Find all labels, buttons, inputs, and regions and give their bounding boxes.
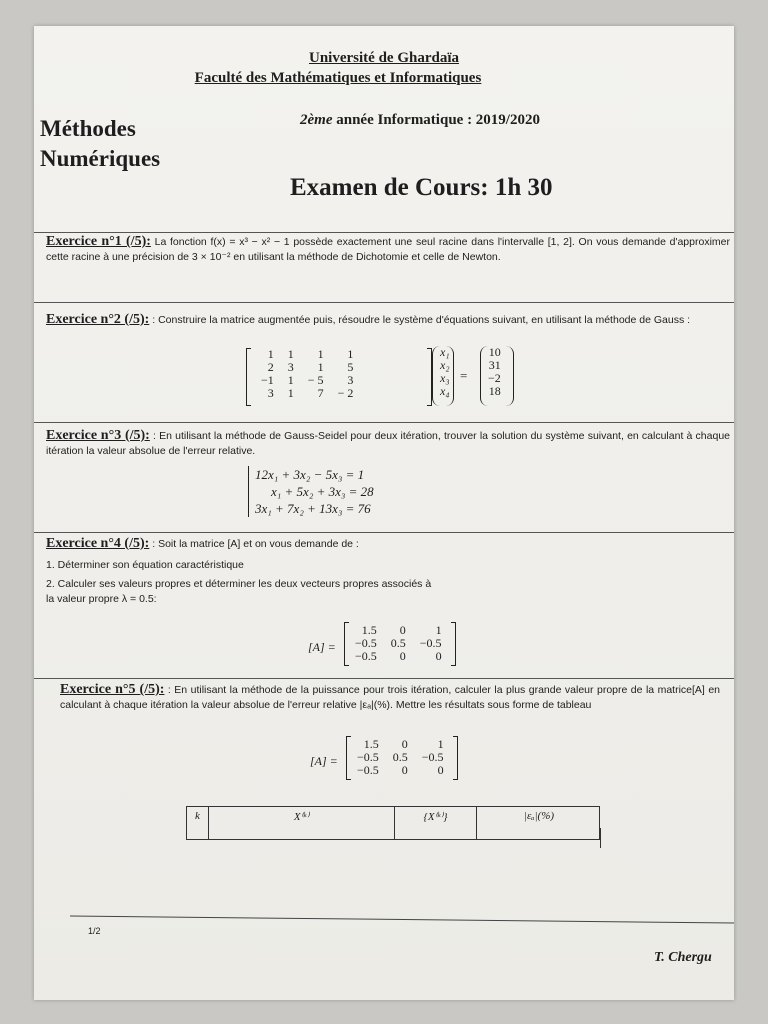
university-name: Université de Ghardaïa [309, 50, 459, 66]
exercise-3-text: : En utilisant la méthode de Gauss-Seidel pour deux itération, trouver la solution du système suivant, en calculant à chaque itération la valeur absolue de l'erreur relative. [46, 430, 731, 457]
divider [34, 422, 734, 423]
exercise-2 [46, 312, 730, 328]
exercise-2-unknowns: x₁ x₂ x₃ x₄ [432, 346, 454, 406]
exercise-3 [46, 428, 730, 459]
exercise-4-title: Exercice n°4 (/5): [46, 536, 150, 551]
exercise-2-title: Exercice n°2 (/5): [46, 312, 150, 327]
exercise-1-text: La fonction f(x) = x³ − x² − 1 possède exactement une seul racine dans l'intervalle [1, 2]. On vous demande d'approximer cette racine à une précision de 3 × 10⁻² en utilisant la méthode de Dichotomie et celle de Newton. [46, 236, 730, 263]
course-title-line2: Numériques [40, 146, 161, 171]
exercise-5 [60, 682, 720, 713]
exercise-2-text: : Construire la matrice augmentée puis, résoudre le système d'équations suivant, en utilisant la méthode de Gauss : [152, 314, 691, 326]
exercise-2-rhs: 10 31 −2 18 [480, 346, 514, 406]
footer-divider [70, 916, 734, 924]
exercise-4-item-1: 1. Déterminer son équation caractéristique [46, 559, 244, 571]
results-table [186, 806, 600, 840]
exercise-4-matrix: 1.5 0 1 −0.5 0.5 −0.5 −0.5 0 0 [344, 622, 456, 666]
table-header-k: k [187, 807, 209, 839]
equals-sign: = [460, 368, 468, 383]
table-edge [600, 828, 601, 848]
exercise-5-title: Exercice n°5 (/5): [60, 682, 165, 697]
exam-paper [34, 26, 734, 1000]
exercise-4-item-2b: la valeur propre λ = 0.5: [46, 593, 157, 605]
table-header-error: |εₐ|(%) [523, 810, 555, 822]
table-header-xk: X⁽ᵏ⁾ [209, 807, 395, 839]
exercise-4-item-2a: 2. Calculer ses valeurs propres et déterminer les deux vecteurs propres associés à [46, 578, 432, 590]
table-header-xk-braces: {X⁽ᵏ⁾} [395, 807, 477, 839]
academic-year [300, 112, 540, 129]
exercise-5-matrix-label: [A] = [310, 754, 338, 768]
exercise-4 [46, 536, 730, 607]
year-level: 2ème [300, 112, 333, 128]
divider [34, 678, 734, 679]
exam-title: Examen de Cours: 1h 30 [290, 174, 553, 201]
faculty-name: Faculté des Mathématiques et Informatiques [194, 70, 482, 86]
divider [34, 302, 734, 303]
exercise-2-matrix: 1 1 1 1 2 3 1 5 −1 1 − 5 3 3 1 7 − 2 [246, 348, 432, 406]
exercise-4-text: : Soit la matrice [A] et on vous demande de : [152, 538, 359, 550]
exercise-3-title: Exercice n°3 (/5): [46, 428, 150, 443]
page-number: 1/2 [88, 926, 101, 936]
exercise-4-matrix-label: [A] = [308, 640, 336, 654]
course-title-line1: Méthodes [40, 116, 136, 141]
year-text: année Informatique : 2019/2020 [336, 112, 540, 128]
divider [34, 232, 734, 233]
exercise-5-matrix: 1.5 0 1 −0.5 0.5 −0.5 −0.5 0 0 [346, 736, 458, 780]
exercise-3-system: 12x₁ + 3x₂ − 5x₃ = 1 x₁ + 5x₂ + 3x₃ = 28 3x₁ + 7x₂ + 13x₃ = 76 [248, 466, 374, 517]
exercise-5-text: : En utilisant la méthode de la puissance pour trois itération, calculer la plus grande valeur propre de la matrice[A] en calculant à chaque itération la valeur absolue de l'erreur relative |εₐ|(%). Mettre les résultats sous forme de tableau [60, 684, 720, 711]
divider [34, 532, 734, 533]
exercise-1 [46, 234, 730, 265]
exercise-1-title: Exercice n°1 (/5): [46, 234, 151, 249]
course-title [40, 114, 160, 174]
author-name: T. Chergu [654, 950, 712, 965]
